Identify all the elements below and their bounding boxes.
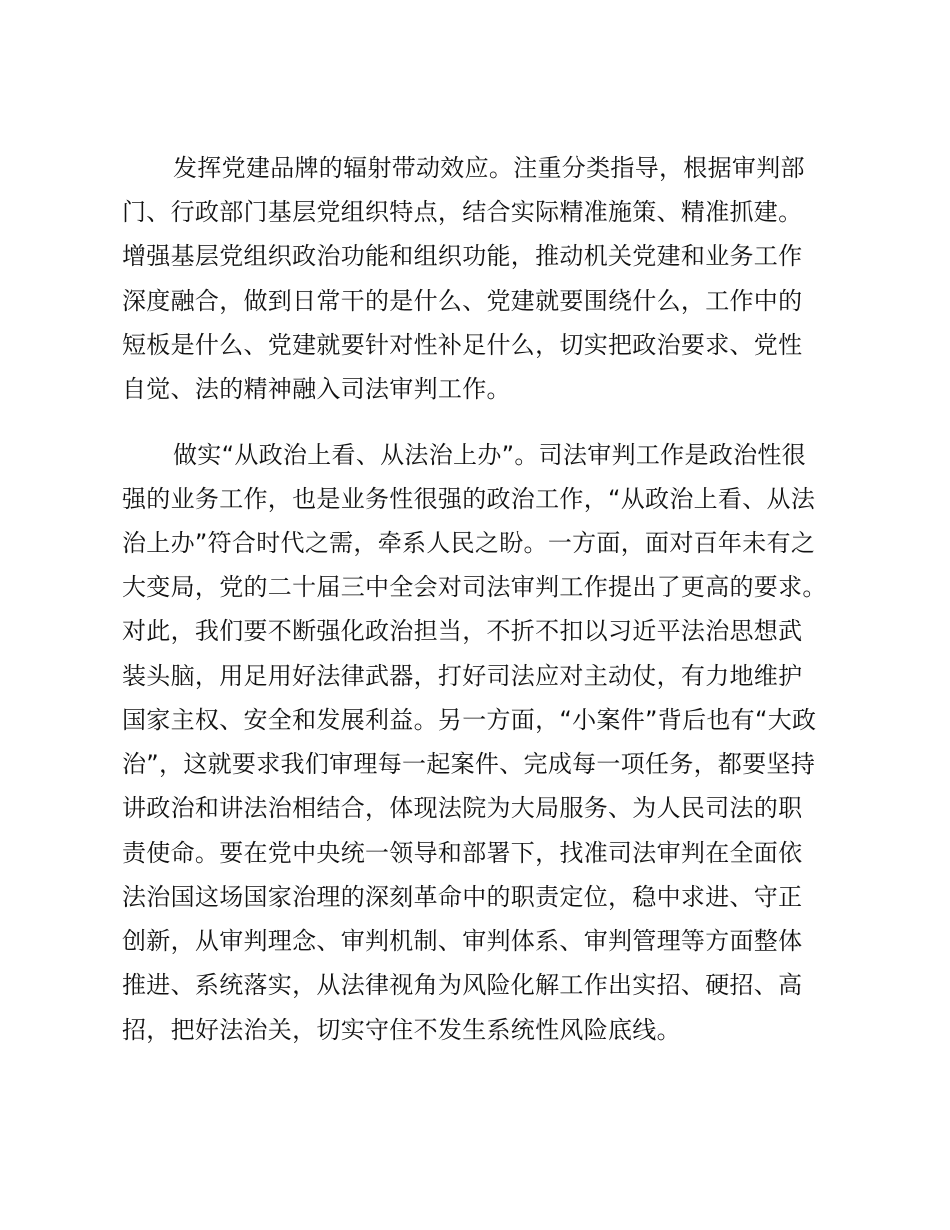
paragraph-line: 招，把好法治关，切实守住不发生系统性风险底线。 xyxy=(122,1016,681,1044)
paragraph-line: 做实“从政治上看、从法治上办”。司法审判工作是政治性很 xyxy=(173,441,806,469)
paragraph-line: 装头脑，用足用好法律武器，打好司法应对主动仗，有力地维护 xyxy=(122,662,803,690)
paragraph-line: 推进、系统落实，从法律视角为风险化解工作出实招、硬招、高 xyxy=(122,971,803,999)
paragraph-line: 大变局，党的二十届三中全会对司法审判工作提出了更高的要求。 xyxy=(122,573,827,601)
paragraph-line: 治”，这就要求我们审理每一起案件、完成每一项任务，都要坚持 xyxy=(122,750,816,778)
paragraph-line: 治上办”符合时代之需，牵系人民之盼。一方面，面对百年未有之 xyxy=(122,529,816,557)
paragraph-line: 讲政治和讲法治相结合，体现法院为大局服务、为人民司法的职 xyxy=(122,794,803,822)
paragraph-line: 创新，从审判理念、审判机制、审判体系、审判管理等方面整体 xyxy=(122,927,803,955)
paragraph-line: 国家主权、安全和发展利益。另一方面，“小案件”背后也有“大政 xyxy=(122,706,817,734)
paragraph-line: 对此，我们要不断强化政治担当，不折不扣以习近平法治思想武 xyxy=(122,617,803,645)
paragraph-line: 增强基层党组织政治功能和组织功能，推动机关党建和业务工作 xyxy=(122,242,803,270)
paragraph-line: 责使命。要在党中央统一领导和部署下，找准司法审判在全面依 xyxy=(122,839,803,867)
paragraph-line: 法治国这场国家治理的深刻革命中的职责定位，稳中求进、守正 xyxy=(122,883,803,911)
paragraph-line: 短板是什么、党建就要针对性补足什么，切实把政治要求、党性 xyxy=(122,331,803,359)
paragraph-line: 强的业务工作，也是业务性很强的政治工作，“从政治上看、从法 xyxy=(122,485,816,513)
paragraph-line: 门、行政部门基层党组织特点，结合实际精准施策、精准抓建。 xyxy=(122,198,803,226)
paragraph-line: 自觉、法的精神融入司法审判工作。 xyxy=(122,375,511,403)
paragraph-line: 发挥党建品牌的辐射带动效应。注重分类指导，根据审判部 xyxy=(173,154,805,182)
paragraph-line: 深度融合，做到日常干的是什么、党建就要围绕什么，工作中的 xyxy=(122,287,803,315)
